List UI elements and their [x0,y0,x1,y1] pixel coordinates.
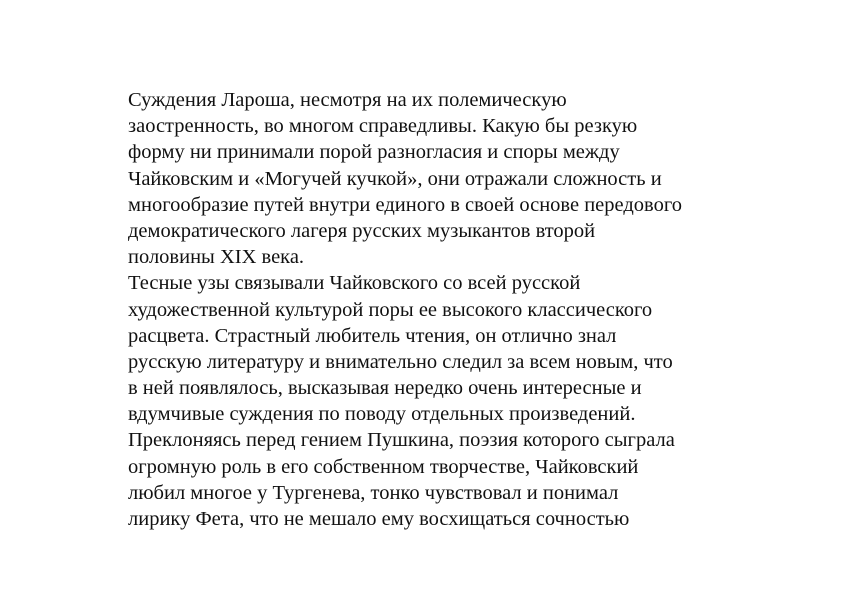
text-line: в ней появлялось, высказывая нередко очень интересные и [128,377,642,400]
text-line: Чайковским и «Могучей кучкой», они отражали сложность и [128,167,662,190]
text-line: Суждения Лароша, несмотря на их полемическую [128,89,567,111]
text-line: русскую литературу и внимательно следил за всем новым, что [128,350,673,373]
text-line: заостренность, во многом справедливы. Какую бы резкую [128,115,638,138]
text-line: демократического лагеря русских музыкантов второй [128,219,596,242]
text-line: Тесные узы связывали Чайковского со всей русской [128,272,581,295]
text-line: вдумчивые суждения по поводу отдельных произведений. [128,403,636,426]
text-line: любил многое у Тургенева, тонко чувствовал и понимал [128,481,619,504]
text-line: расцвета. Страстный любитель чтения, он отлично знал [128,324,617,347]
text-line: половины XIX века. [128,246,305,269]
text-line: огромную роль в его собственном творчестве, Чайковский [128,455,639,478]
body-text [128,87,768,532]
text-line: форму ни принимали порой разногласия и споры между [128,141,620,164]
text-line: Преклоняясь перед гением Пушкина, поэзия которого сыграла [128,429,675,452]
text-line: многообразие путей внутри единого в своей основе передового [128,193,682,216]
text-line: художественной культурой поры ее высокого классического [128,298,653,321]
text-line: лирику Фета, что не мешало ему восхищаться сочностью [128,508,630,530]
